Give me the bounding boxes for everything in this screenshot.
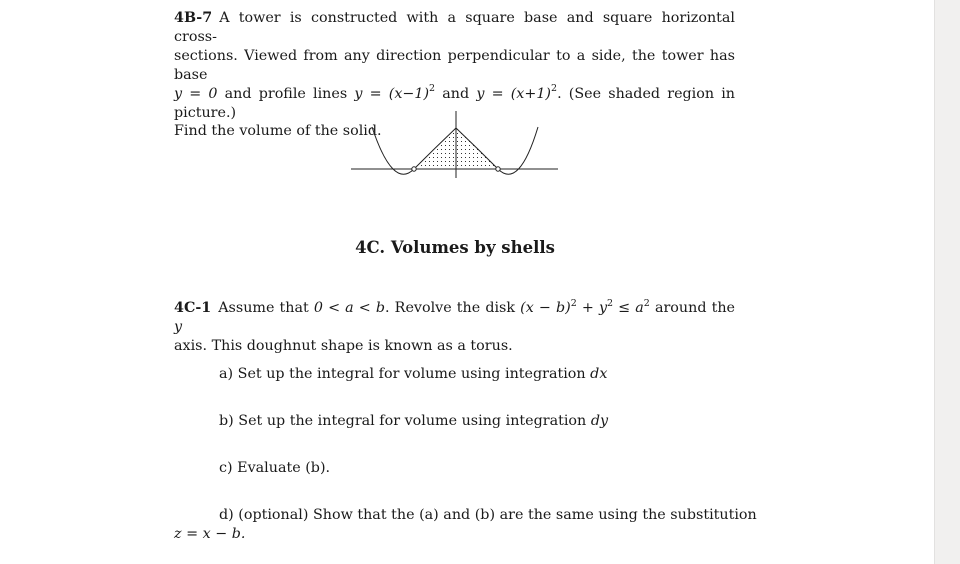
problem-4c1 [174,299,735,356]
part-a: a) Set up the integral for volume using integration dx [219,366,608,382]
problem-4b7-line1: 4B-7 A tower is constructed with a square base and square horizontal cross- [174,10,735,45]
problem-number: 4B-7 [174,10,213,26]
part-b: b) Set up the integral for volume using integration dy [219,413,609,429]
math-expression: y = (x−1) [354,85,430,102]
part-d-continuation: z = x − b. [174,526,246,542]
problem-4b7-line3: y = 0 and profile lines $y = (x-1)^2$ and $y = (x+1)^2$. (See shaded region in picture.) [174,83,736,121]
math-expression: y = (x+1) [476,85,552,102]
vertex-point-right [496,167,500,171]
problem-4b7-line2: sections. Viewed from any direction perpendicular to a side, the tower has base [174,47,735,83]
problem-4c1-line1: 4C-1 Assume that 0 < a < b. Revolve the disk $(x - b)^2 + y^2 \le a^2$ around the y [174,297,736,335]
math-expression: (x − b) [520,300,571,316]
vertex-point-left [412,167,416,171]
tower-profile-figure [340,100,570,190]
math-expression: 0 < a < b [313,300,386,316]
math-expression: y = 0 [174,85,218,102]
section-heading: 4C. Volumes by shells [355,238,555,257]
part-d: d) (optional) Show that the (a) and (b) are the same using the substitution [219,507,757,523]
problem-4b7-line4: Find the volume of the solid. [174,123,382,140]
problem-4c1-line2: axis. This doughnut shape is known as a torus. [174,337,513,354]
part-c: c) Evaluate (b). [219,460,331,476]
scrollbar-track[interactable] [934,0,960,564]
problem-number: 4C-1 [174,300,212,316]
